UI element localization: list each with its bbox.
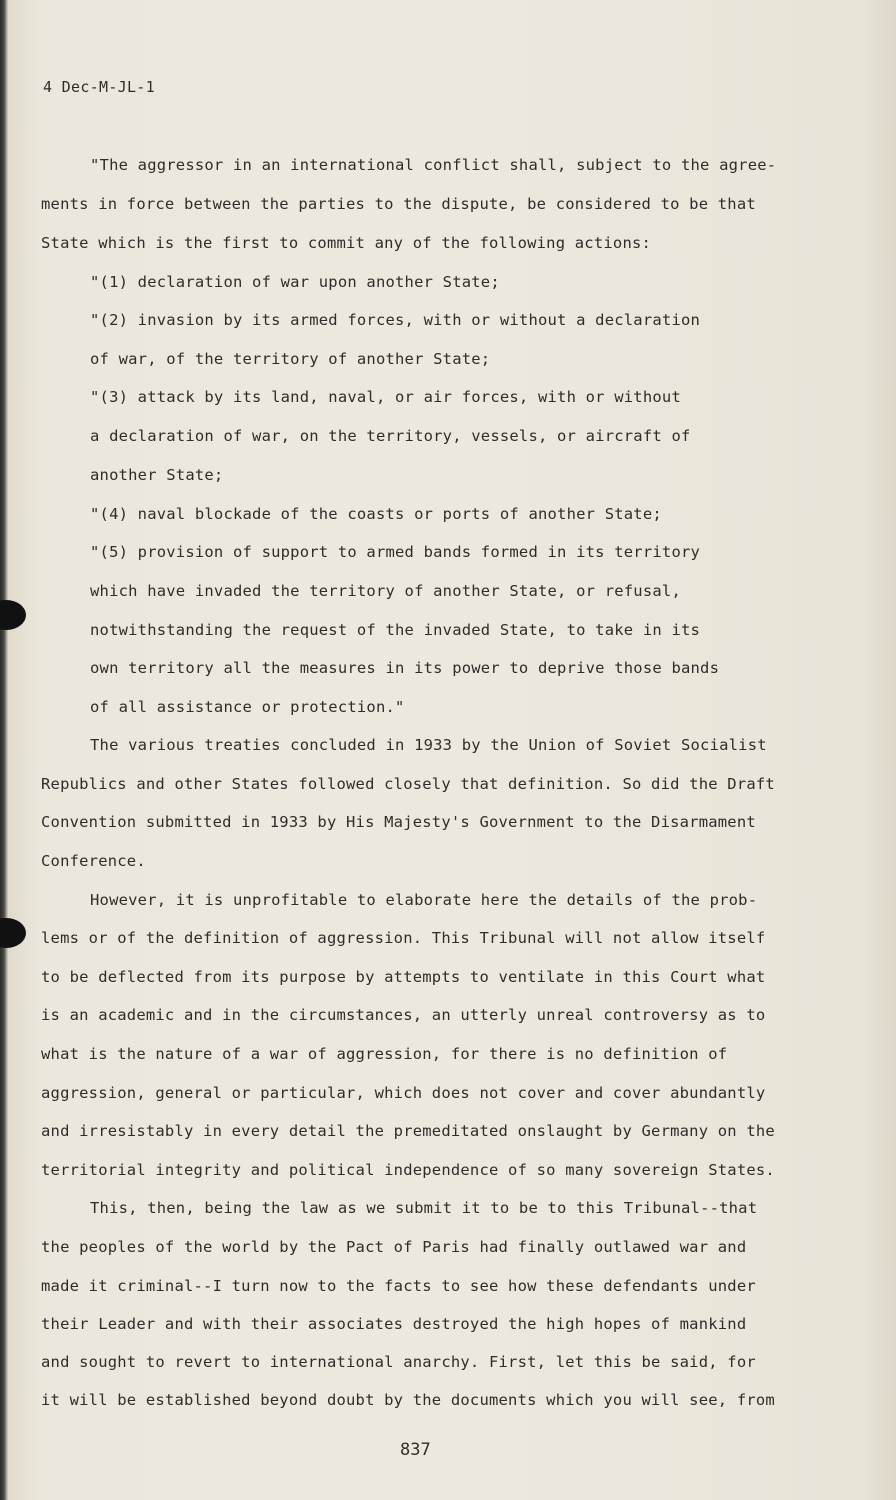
text-line: "(2) invasion by its armed forces, with or without a declaration — [90, 311, 701, 329]
text-line: ments in force between the parties to the dispute, be considered to be that — [41, 195, 756, 213]
text-line: "(4) naval blockade of the coasts or ports of another State; — [90, 505, 662, 523]
text-line: the peoples of the world by the Pact of Paris had finally outlawed war and — [41, 1238, 747, 1256]
text-line: another State; — [90, 466, 224, 484]
text-line: and irresistably in every detail the premeditated onslaught by Germany on the — [41, 1122, 775, 1140]
text-line: This, then, being the law as we submit it to be to this Tribunal--that — [90, 1199, 758, 1217]
page-binding-edge — [0, 0, 8, 1500]
text-line: State which is the first to commit any of the following actions: — [41, 234, 652, 252]
text-line: own territory all the measures in its power to deprive those bands — [90, 659, 720, 677]
text-line: "(5) provision of support to armed bands formed in its territory — [90, 543, 701, 561]
text-line: it will be established beyond doubt by the documents which you will see, from — [41, 1391, 775, 1409]
text-line: notwithstanding the request of the invaded State, to take in its — [90, 621, 701, 639]
text-line: Conference. — [41, 852, 146, 870]
text-line: lems or of the definition of aggression. This Tribunal will not allow itself — [41, 929, 766, 947]
text-line: what is the nature of a war of aggression, for there is no definition of — [41, 1045, 728, 1063]
text-line: "The aggressor in an international conflict shall, subject to the agree- — [90, 156, 777, 174]
text-line: to be deflected from its purpose by attempts to ventilate in this Court what — [41, 968, 766, 986]
text-line: and sought to revert to international anarchy. First, let this be said, for — [41, 1353, 756, 1371]
text-line: "(3) attack by its land, naval, or air forces, with or without — [90, 388, 681, 406]
document-code: 4 Dec-M-JL-1 — [43, 78, 155, 96]
text-line: their Leader and with their associates destroyed the high hopes of mankind — [41, 1315, 747, 1333]
punch-hole — [0, 918, 26, 948]
page-number: 837 — [400, 1440, 431, 1460]
text-line: However, it is unprofitable to elaborate here the details of the prob- — [90, 891, 758, 909]
text-line: of all assistance or protection." — [90, 698, 405, 716]
text-line: a declaration of war, on the territory, vessels, or aircraft of — [90, 427, 691, 445]
text-line: of war, of the territory of another State; — [90, 350, 491, 368]
text-line: territorial integrity and political independence of so many sovereign States. — [41, 1161, 775, 1179]
text-line: "(1) declaration of war upon another State; — [90, 273, 500, 291]
punch-hole — [0, 600, 26, 630]
text-line: The various treaties concluded in 1933 by the Union of Soviet Socialist — [90, 736, 767, 754]
text-line: made it criminal--I turn now to the facts to see how these defendants under — [41, 1277, 756, 1295]
text-line: Republics and other States followed closely that definition. So did the Draft — [41, 775, 775, 793]
text-line: aggression, general or particular, which does not cover and cover abundantly — [41, 1084, 766, 1102]
text-line: Convention submitted in 1933 by His Majesty's Government to the Disarmament — [41, 813, 756, 831]
text-line: which have invaded the territory of another State, or refusal, — [90, 582, 681, 600]
text-line: is an academic and in the circumstances, an utterly unreal controversy as to — [41, 1006, 766, 1024]
